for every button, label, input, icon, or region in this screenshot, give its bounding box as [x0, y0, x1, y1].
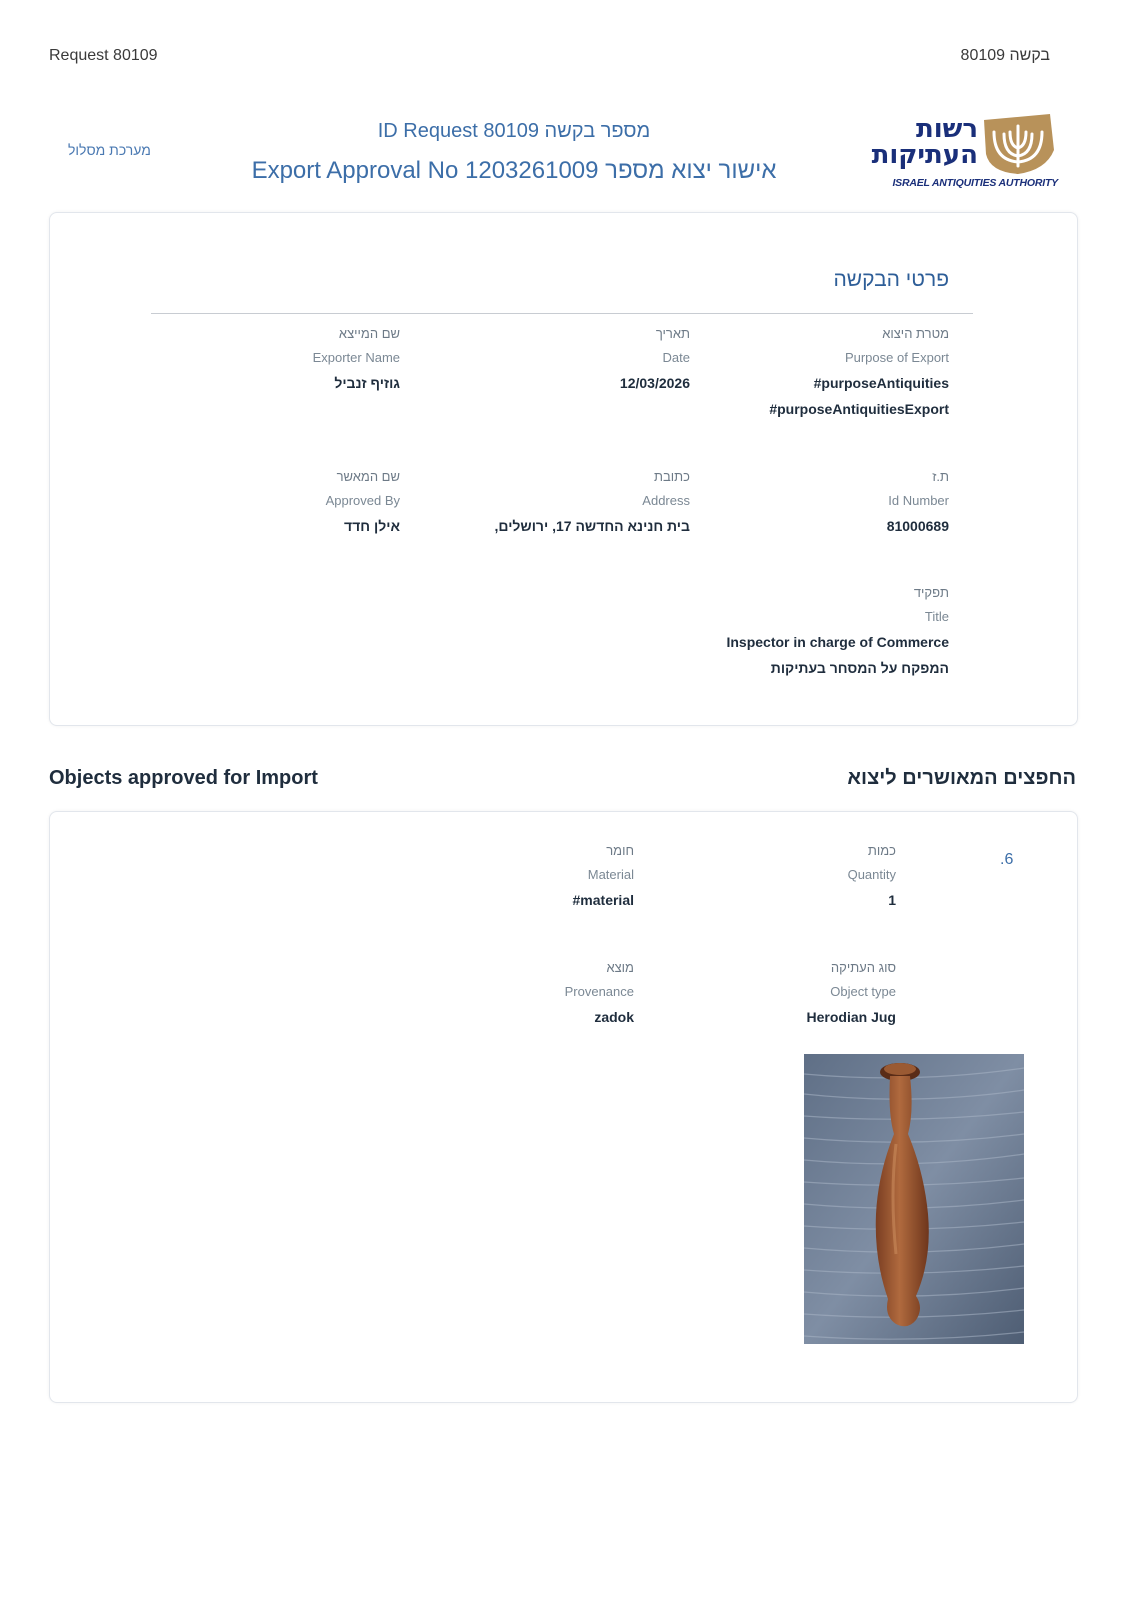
menorah-emblem-icon: [976, 110, 1058, 178]
objects-heading-he: החפצים המאושרים ליצוא: [847, 767, 1076, 789]
logo-english-text: ISRAEL ANTIQUITIES AUTHORITY: [892, 177, 1058, 189]
title-field: תפקיד Title Inspector in charge of Commerce המפקח על המסחר בעתיקות: [726, 585, 949, 676]
date-field: תאריך Date 12/03/2026: [619, 326, 690, 391]
exporter-name-field: שם המייצא Exporter Name גוזיף זנביל: [312, 326, 400, 391]
approved-by-field: שם המאשר Approved By אילן חדד: [325, 469, 400, 534]
jug-photo-image: [804, 1054, 1024, 1344]
provenance-field: מוצא Provenance zadok: [564, 960, 634, 1025]
section-divider: [151, 313, 973, 314]
id-number-field: ת.ז Id Number 81000689: [886, 469, 949, 534]
object-type-field: סוג העתיקה Object type Herodian Jug: [806, 960, 896, 1025]
item-number: .6: [1000, 851, 1014, 868]
request-id-label: Request 80109: [49, 47, 158, 64]
purpose-of-export-field: מטרת היצוא Purpose of Export #purposeAntiquities #purposeAntiquitiesExport: [769, 326, 949, 417]
object-photo: [804, 1054, 1024, 1344]
document-header: [200, 118, 828, 186]
iaa-logo: [868, 110, 1058, 192]
request-number-line: ID Request 80109 מספר בקשה: [377, 120, 651, 142]
objects-heading-en: Objects approved for Import: [49, 767, 318, 789]
logo-hebrew-text: רשות העתיקות: [871, 114, 978, 170]
material-field: חומר Material #material: [572, 843, 634, 908]
approval-number-line: Export Approval No 1203261009 אישור יצוא מספר: [251, 157, 777, 184]
quantity-field: כמות Quantity 1: [847, 843, 896, 908]
address-field: כתובת Address בית חנינא החדשה 17, ירושלים,: [494, 469, 690, 534]
request-details-title: פרטי הבקשה: [833, 268, 949, 291]
request-id-label-he: בקשה 80109: [960, 47, 1050, 64]
system-name: מערכת מסלול: [68, 142, 151, 158]
